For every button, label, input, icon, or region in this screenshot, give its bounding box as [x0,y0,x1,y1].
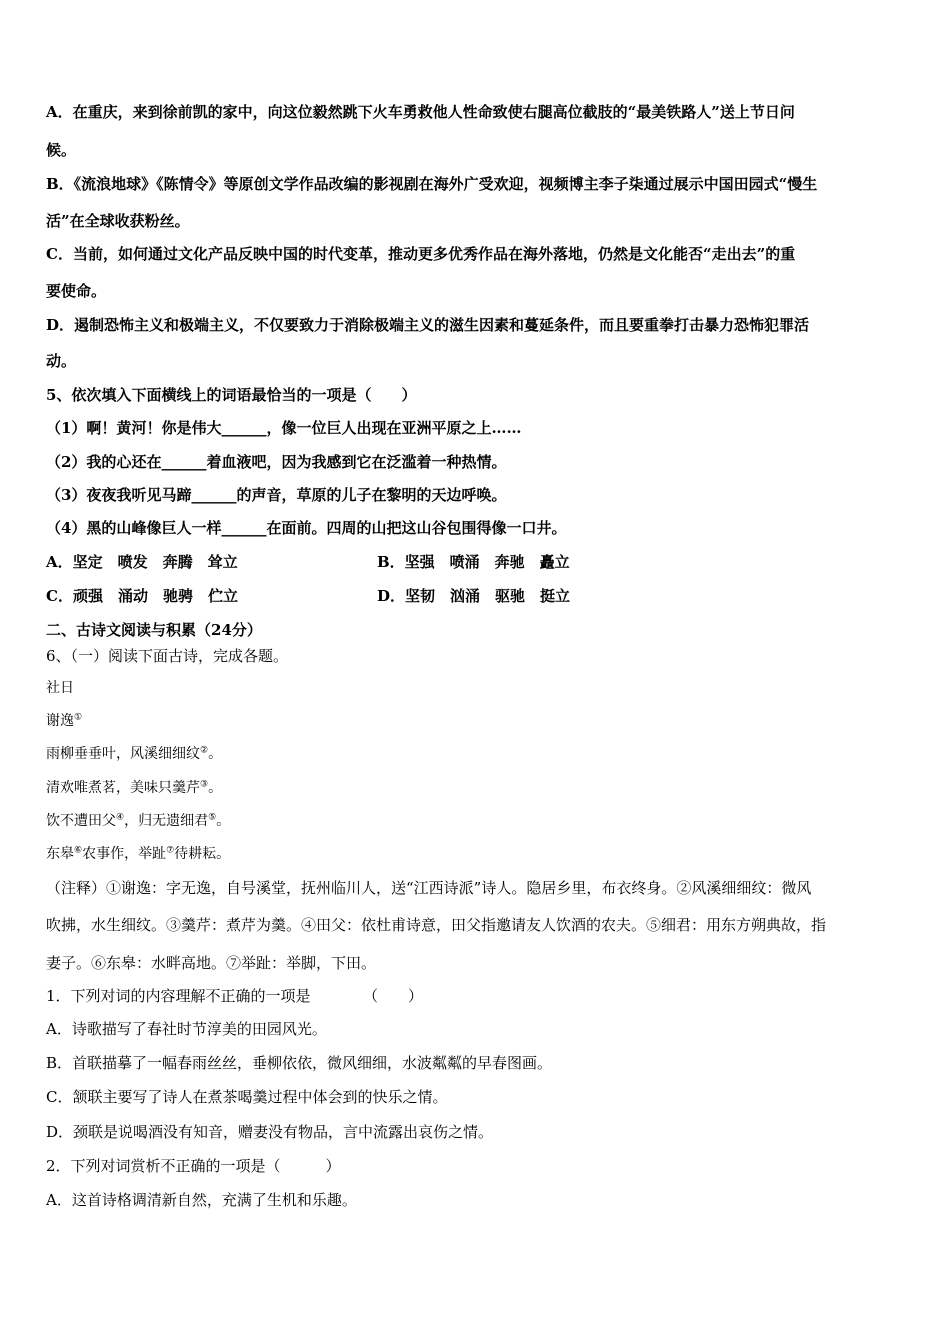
q5-option-b: B．坚强 喷涌 奔驰 矗立 [377,553,570,571]
q5-option-c: C．顽强 涌动 驰骋 伫立 [46,587,238,605]
q5-option-a: A．坚定 喷发 奔腾 耸立 [46,553,238,571]
q6-sub2-option-a: A．这首诗格调清新自然，充满了生机和乐趣。 [46,1191,357,1209]
q4-option-b-line2: 活”在全球收获粉丝。 [46,212,190,230]
poem-notes-line1: （注释）①谢逸：字无逸，自号溪堂，抚州临川人，送“江西诗派”诗人。隐居乡里，布衣终身。②风溪细细纹：微风 [46,879,812,897]
q4-option-d-line1: D．遏制恐怖主义和极端主义，不仅要致力于消除极端主义的滋生因素和蔓延条件，而且要重拳打击暴力恐怖犯罪活 [46,316,810,334]
q4-option-c-line2: 要使命。 [46,282,107,300]
q4-option-c-line1: C．当前，如何通过文化产品反映中国的时代变革，推动更多优秀作品在海外落地，仍然是文化能否“走出去”的重 [46,245,796,263]
q4-option-a-line1: A．在重庆，来到徐前凯的家中，向这位毅然跳下火车勇救他人性命致使右腿高位截肢的“最美铁路人”送上节日问 [46,103,795,121]
poem-notes-line3: 妻子。⑥东皋：水畔高地。⑦举趾：举脚，下田。 [46,954,377,972]
q6-sub1-option-d: D．颈联是说喝酒没有知音，赠妻没有物品，言中流露出哀伤之情。 [46,1123,494,1141]
poem-author: 谢逸① [46,712,83,729]
q5-item-2: （2）我的心还在______着血液吧，因为我感到它在泛滥着一种热情。 [46,453,507,471]
q5-option-d: D．坚韧 汹涌 驱驰 挺立 [377,587,571,605]
q5-item-4: （4）黑的山峰像巨人一样______在面前。四周的山把这山谷包围得像一口井。 [46,519,567,537]
q6-sub1-option-b: B．首联描摹了一幅春雨丝丝，垂柳依依，微风细细，水波粼粼的早春图画。 [46,1054,553,1072]
poem-line-2: 清欢唯煮茗，美味只羹芹③。 [46,779,223,796]
q5-item-1: （1）啊！黄河！你是伟大______，像一位巨人出现在亚洲平原之上…… [46,419,522,437]
poem-line-1: 雨柳垂垂叶，风溪细细纹②。 [46,745,223,762]
q6-intro: 6、（一）阅读下面古诗，完成各题。 [46,647,289,665]
q5-item-3: （3）夜夜我听见马蹄______的声音，草原的儿子在黎明的天边呼唤。 [46,486,507,504]
q6-sub1-stem: 1．下列对词的内容理解不正确的一项是 （ ） [46,987,424,1005]
poem-line-3: 饮不遭田父④，归无遗细君⑤。 [46,812,231,829]
poem-title: 社日 [46,680,74,696]
q6-sub1-option-c: C．颔联主要写了诗人在煮茶喝羹过程中体会到的快乐之情。 [46,1088,448,1106]
q4-option-d-line2: 动。 [46,352,77,370]
q6-sub1-option-a: A．诗歌描写了春社时节淳美的田园风光。 [46,1020,327,1038]
poem-line-4: 东皋⑥农事作，举趾⑦待耕耘。 [46,845,231,862]
section2-title: 二、古诗文阅读与积累（24分） [46,621,262,639]
q5-options-row2 [46,586,906,606]
q4-option-b-line1: B．《流浪地球》《陈情令》等原创文学作品改编的影视剧在海外广受欢迎，视频博主李子柒通过展示中国田园式“慢生 [46,175,818,193]
q5-stem: 5、依次填入下面横线上的词语最恰当的一项是（ ） [46,386,417,404]
q5-options-row1 [46,552,906,572]
poem-notes-line2: 吹拂，水生细纹。③羹芹：煮芹为羹。④田父：依杜甫诗意，田父指邀请友人饮酒的农夫。⑤细君：用东方朔典故，指 [46,916,827,934]
q6-sub2-stem: 2．下列对词赏析不正确的一项是（ ） [46,1157,341,1175]
q4-option-a-line2: 候。 [46,141,77,159]
